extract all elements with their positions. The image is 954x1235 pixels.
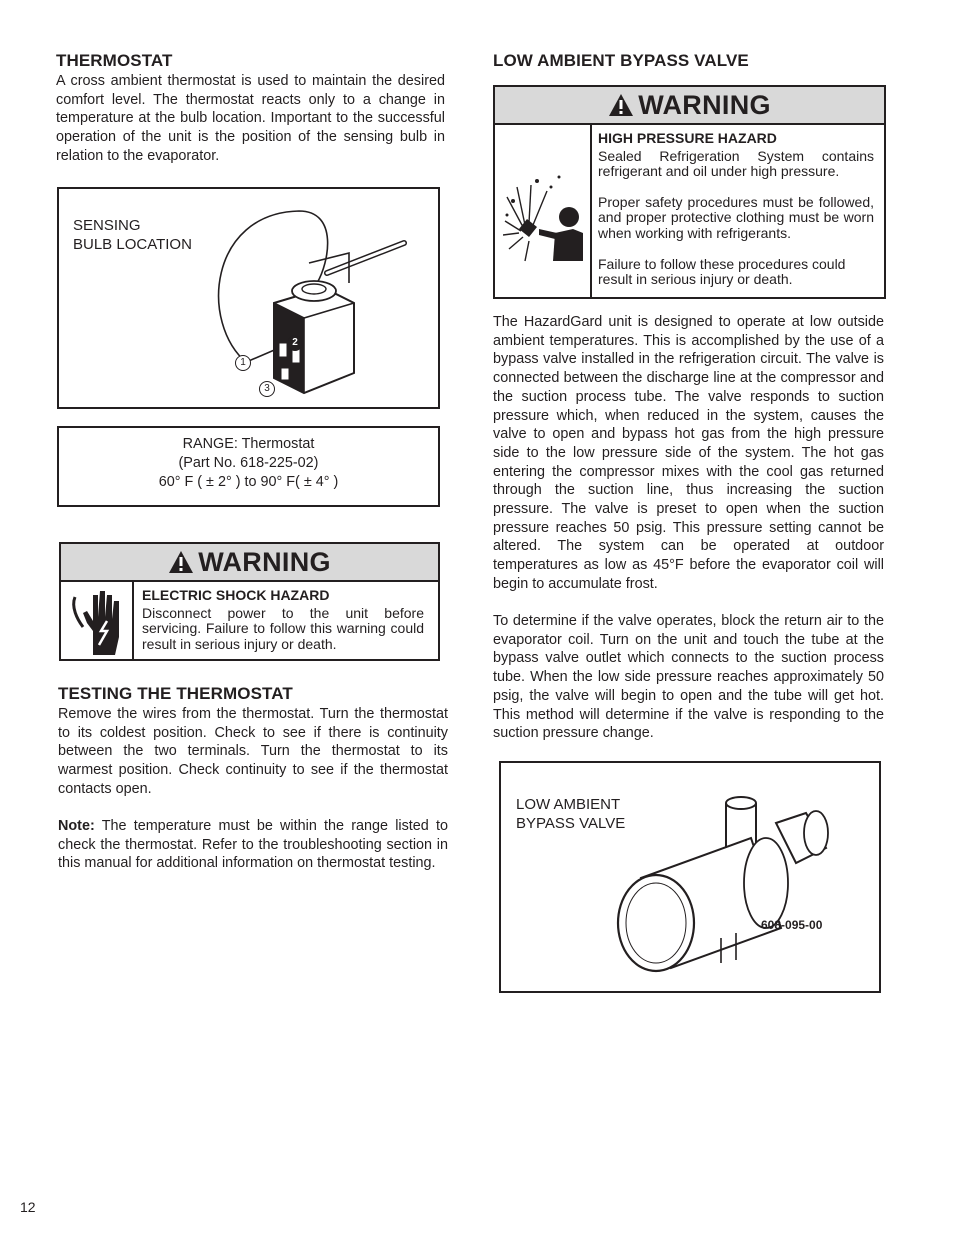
electric-warning-title: WARNING xyxy=(198,546,331,577)
range-line-2: (Part No. 618-225-02) xyxy=(178,455,319,471)
electric-warning-box xyxy=(59,542,440,661)
bypass-part-number: 608-095-00 xyxy=(761,918,823,932)
note-text: The temperature must be within the range listed to check the thermostat. Refer to the troubleshooting section in this manual for additional information on thermostat testing. xyxy=(58,818,448,872)
electric-hazard-text: Disconnect power to the unit before servicing. Failure to follow this warning could result in serious injury or death. xyxy=(142,604,424,652)
terminal-1-marker: 1 xyxy=(235,355,251,371)
warning-triangle-icon xyxy=(608,93,634,117)
terminal-3-marker: 3 xyxy=(259,381,275,397)
testing-note xyxy=(58,817,448,873)
electric-shock-hand-icon xyxy=(61,582,134,661)
electric-hazard-title: ELECTRIC SHOCK HAZARD xyxy=(142,587,330,603)
bypass-valve-figure xyxy=(499,761,881,993)
pressure-warning-title: WARNING xyxy=(638,89,771,120)
pressure-explosion-icon xyxy=(495,125,592,299)
range-line-3: 60° F ( ± 2° ) to 90° F( ± 4° ) xyxy=(158,474,339,490)
page-number: 12 xyxy=(20,1199,36,1215)
pressure-warning-box xyxy=(493,85,886,299)
pressure-hazard-title: HIGH PRESSURE HAZARD xyxy=(598,130,777,146)
range-line-1: RANGE: Thermostat xyxy=(182,436,315,452)
pressure-hazard-text-2: Proper safety procedures must be followed, and proper protective clothing must be worn when working with refrigerants. xyxy=(598,193,874,241)
pressure-hazard-text-3: Failure to follow these procedures could result in serious injury or death. xyxy=(598,255,846,288)
sensing-bulb-label: SENSING BULB LOCATION xyxy=(73,217,192,253)
pressure-hazard-text-1: Sealed Refrigeration System contains refrigerant and oil under high pressure. xyxy=(598,147,874,180)
bypass-heading: LOW AMBIENT BYPASS VALVE xyxy=(493,51,749,70)
range-box xyxy=(57,426,440,507)
warning-triangle-icon xyxy=(168,550,194,574)
thermostat-figure xyxy=(57,187,440,409)
bypass-paragraph-2: To determine if the valve operates, block the return air to the evaporator coil. Turn on the unit and touch the tube at the bypass valve outlet which connects to the suction process tube. When the low side pressure reaches approximately 50 psig, the valve will begin to open and the tube will get hot. This method will determine if the valve is responding to the suction pressure change. xyxy=(493,613,884,742)
thermostat-illustration xyxy=(199,203,429,403)
electric-warning-header xyxy=(61,544,438,582)
thermostat-text: A cross ambient thermostat is used to maintain the desired comfort level. The thermostat reacts only to a change in temperature at the bulb location. Important to the successful operation of the unit is the position of the sensing bulb in relation to the evaporator. xyxy=(56,73,445,164)
bypass-valve-label: LOW AMBIENT BYPASS VALVE xyxy=(516,796,626,832)
thermostat-heading: THERMOSTAT xyxy=(56,51,173,70)
note-label: Note: xyxy=(58,818,95,834)
bypass-paragraph-1: The HazardGard unit is designed to operate at low outside ambient temperatures. This is accomplished by the use of a bypass valve installed in the refrigeration circuit. The valve is connected between the discharge line at the compressor and the suction process tube. The valve responds to suction pressure which, when reduced in the system, causes the valve to open and bypass hot gas from the high pressure side to the low pressure side of the system. The hot gas entering the compressor mixes with the cool gas returned through the suction line, thus increasing the suction pressure. The valve is preset to open when the suction pressure reaches 50 psig. This pressure setting cannot be altered. The system can be operated at outdoor temperatures as low as 45°F before the evaporator coil will begin to accumulate frost. xyxy=(493,314,884,592)
bypass-valve-illustration xyxy=(601,788,841,988)
terminal-2-marker: 2 xyxy=(287,335,303,351)
pressure-warning-header xyxy=(495,87,884,125)
testing-heading: TESTING THE THERMOSTAT xyxy=(58,684,293,703)
testing-text: Remove the wires from the thermostat. Turn the thermostat to its coldest position. Check to see if there is continuity between the two terminals. Turn the thermostat to its warmest position. Check continuity to see if the thermostat contacts open. xyxy=(58,706,448,797)
